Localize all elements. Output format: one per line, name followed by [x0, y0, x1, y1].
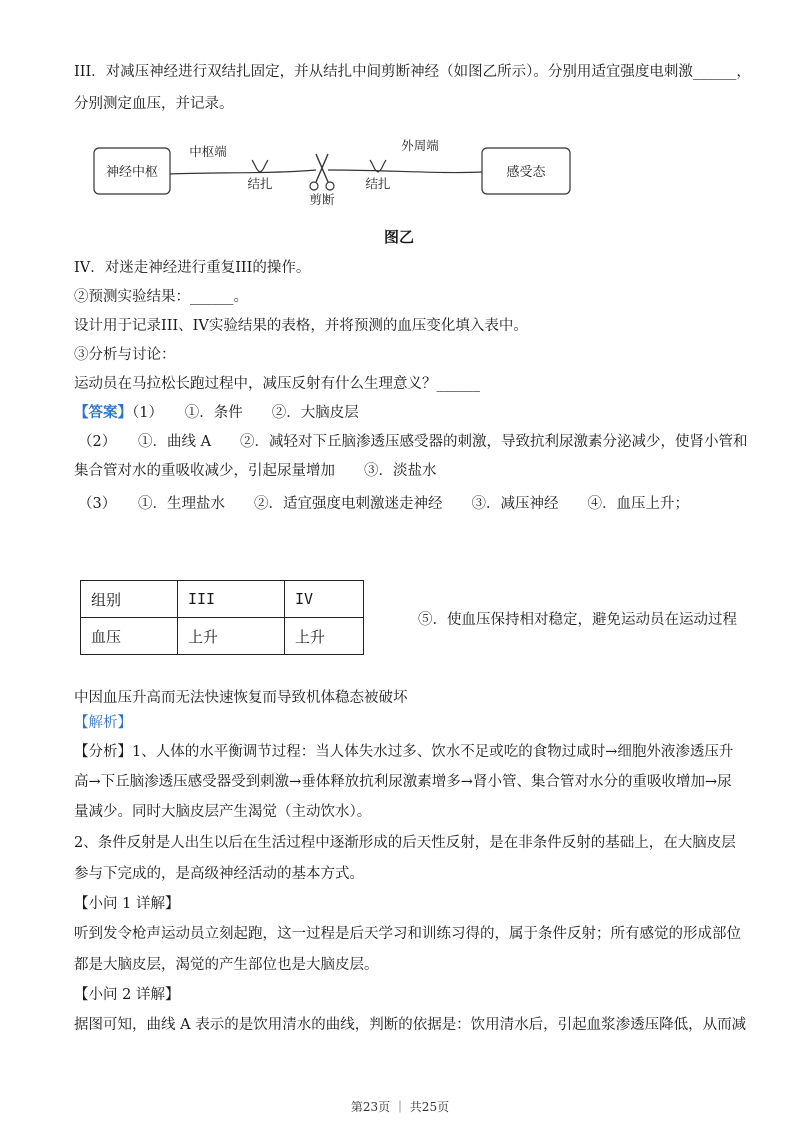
cut-label: 剪断 [309, 192, 335, 207]
text-line: 高→下丘脑渗透压感受器受到刺激→垂体释放抗利尿激素增多→肾小管、集合管对水分的重吸收增加→尿 [74, 774, 732, 790]
page-footer: 第23页 ｜ 共25页 [350, 1100, 450, 1114]
text-line: 听到发令枪声运动员立刻起跑，这一过程是后天学习和训练习得的，属于条件反射；所有感觉的形成部位 [74, 926, 741, 942]
table-cell: 血压 [81, 618, 178, 655]
text-line: 量减少。同时大脑皮层产生渴觉（主动饮水）。 [74, 804, 372, 820]
section-heading: 【小问 2 详解】 [74, 987, 180, 1003]
table-row [81, 581, 364, 618]
text-line: III．对减压神经进行双结扎固定，并从结扎中间剪断神经（如图乙所示）。分别用适宜强度电刺激______， [74, 64, 751, 80]
analysis-label: 【解析】 [74, 715, 132, 731]
text-line: 集合管对水的重吸收减少，引起尿量增加 ③．淡盐水 [74, 463, 437, 479]
answer-text: （1） ①．条件 ②．大脑皮层 [132, 405, 359, 421]
text-line: 中因血压升高而无法快速恢复而导致机体稳态被破坏 [74, 690, 408, 706]
text-line: 都是大脑皮层，渴觉的产生部位也是大脑皮层。 [74, 957, 379, 973]
central-end-label: 中枢端 [189, 144, 227, 159]
ligation-right-label: 结扎 [365, 176, 391, 191]
text-line: 【分析】1、人体的水平衡调节过程：当人体失水过多、饮水不足或吃的食物过咸时→细胞外液渗透压升 [74, 744, 734, 760]
table-row [81, 618, 364, 655]
figure-caption: 图乙 [384, 228, 415, 246]
text-line: （3） ①．生理盐水 ②．适宜强度电刺激迷走神经 ③．减压神经 ④．血压上升； [78, 496, 689, 512]
nerve-diagram [90, 136, 590, 216]
text-line: ⑤．使血压保持相对稳定，避免运动员在运动过程 [418, 612, 737, 628]
text-line: IV．对迷走神经进行重复III的操作。 [74, 260, 311, 276]
table-cell: 上升 [178, 618, 285, 655]
text-line: （2） ①．曲线 A ②．减轻对下丘脑渗透压感受器的刺激，导致抗利尿激素分泌减少，使肾小管和 [78, 434, 748, 450]
text-line: 据图可知，曲线 A 表示的是饮用清水的曲线，判断的依据是：饮用清水后，引起血浆渗透压降低，从而减 [74, 1017, 747, 1033]
peripheral-end-label: 外周端 [401, 138, 439, 153]
table-cell: III [178, 581, 285, 618]
receptor-label: 感受态 [506, 165, 546, 180]
answer-label: 【答案】 [74, 404, 132, 421]
text-line: 参与下完成的，是高级神经活动的基本方式。 [74, 866, 364, 882]
text-line: 运动员在马拉松长跑过程中，减压反射有什么生理意义？______ [74, 376, 480, 392]
table-cell: IV [285, 581, 364, 618]
text-line: ②预测实验结果：______。 [74, 289, 248, 305]
ligation-left-label: 结扎 [247, 176, 273, 191]
table-cell: 组别 [81, 581, 178, 618]
text-line: 设计用于记录III、IV实验结果的表格，并将预测的血压变化填入表中。 [74, 318, 528, 334]
table-cell: 上升 [285, 618, 364, 655]
nerve-center-label: 神经中枢 [105, 165, 159, 180]
text-line: ③分析与讨论： [74, 347, 176, 363]
result-table [80, 580, 364, 655]
text-line: 分别测定血压，并记录。 [74, 96, 234, 112]
text-line: 2、条件反射是人出生以后在生活过程中逐渐形成的后天性反射，是在非条件反射的基础上，在大脑皮层 [74, 835, 736, 851]
section-heading: 【小问 1 详解】 [74, 896, 180, 912]
answer-line [74, 403, 359, 423]
